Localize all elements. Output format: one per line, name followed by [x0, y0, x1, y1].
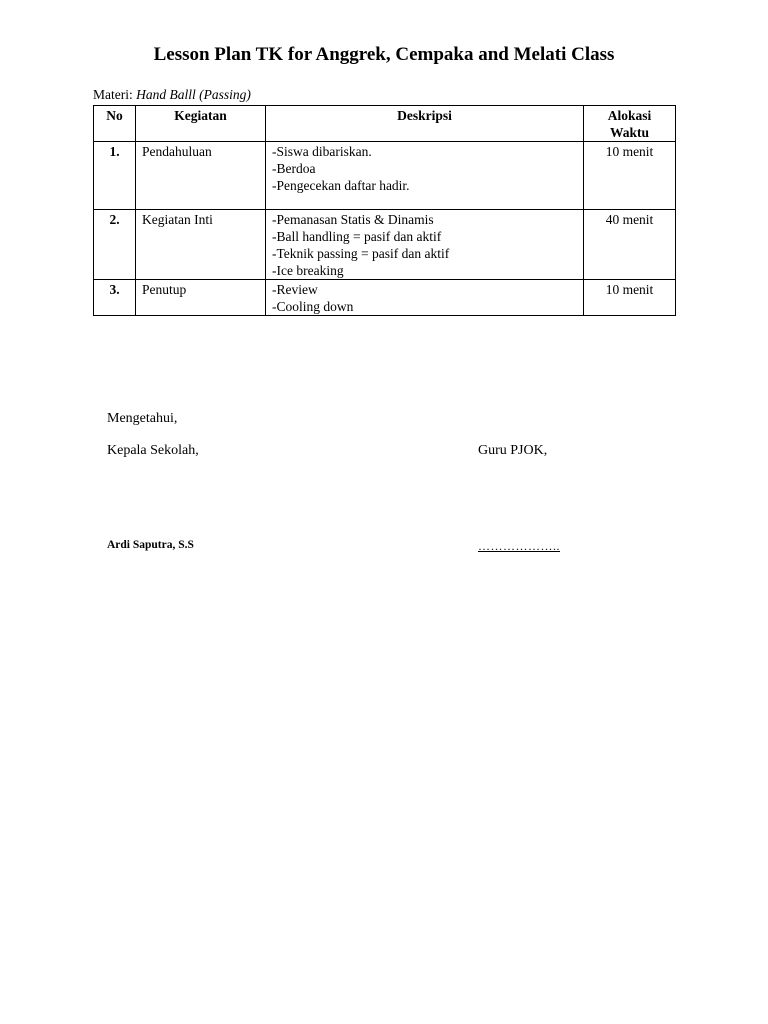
row-kegiatan: Penutup — [136, 280, 266, 316]
row-deskripsi — [266, 280, 584, 316]
header-alokasi-line2: Waktu — [609, 125, 650, 140]
materi-topic: Hand Balll (Passing) — [136, 87, 251, 102]
desc-line: -Teknik passing = pasif dan aktif — [272, 246, 450, 261]
desc-line: -Pengecekan daftar hadir. — [272, 178, 410, 193]
table-row — [94, 210, 676, 280]
table-row — [94, 142, 676, 210]
desc-line: -Ball handling = pasif dan aktif — [272, 229, 442, 244]
desc-line: -Siswa dibariskan. — [272, 144, 372, 159]
row-kegiatan: Pendahuluan — [136, 142, 266, 210]
row-alokasi: 10 menit — [584, 142, 676, 210]
kepala-sekolah-label: Kepala Sekolah, — [107, 443, 199, 458]
row-deskripsi — [266, 210, 584, 280]
desc-line: -Ice breaking — [272, 263, 344, 278]
desc-line: -Pemanasan Statis & Dinamis — [272, 212, 434, 227]
kepala-sekolah-name: Ardi Saputra, S.S — [107, 539, 194, 551]
mengetahui-label: Mengetahui, — [107, 411, 178, 426]
row-alokasi: 10 menit — [584, 280, 676, 316]
table-header-row — [94, 106, 676, 142]
header-alokasi-line1: Alokasi — [607, 108, 652, 123]
row-kegiatan: Kegiatan Inti — [136, 210, 266, 280]
materi-line — [93, 87, 251, 103]
header-no: No — [94, 106, 136, 142]
guru-pjok-name-placeholder: ……………….. — [478, 539, 560, 553]
lesson-plan-table — [93, 105, 676, 316]
row-number: 1. — [94, 142, 136, 210]
table-row — [94, 280, 676, 316]
desc-line: -Berdoa — [272, 161, 316, 176]
guru-pjok-label: Guru PJOK, — [478, 443, 548, 458]
header-kegiatan: Kegiatan — [136, 106, 266, 142]
desc-line: -Cooling down — [272, 299, 354, 314]
desc-line: -Review — [272, 282, 318, 297]
row-deskripsi — [266, 142, 584, 210]
row-number: 2. — [94, 210, 136, 280]
row-alokasi: 40 menit — [584, 210, 676, 280]
row-number: 3. — [94, 280, 136, 316]
document-title: Lesson Plan TK for Anggrek, Cempaka and Melati Class — [153, 44, 615, 65]
header-deskripsi: Deskripsi — [266, 106, 584, 142]
materi-label: Materi: — [93, 87, 137, 102]
header-alokasi-waktu — [584, 106, 676, 142]
